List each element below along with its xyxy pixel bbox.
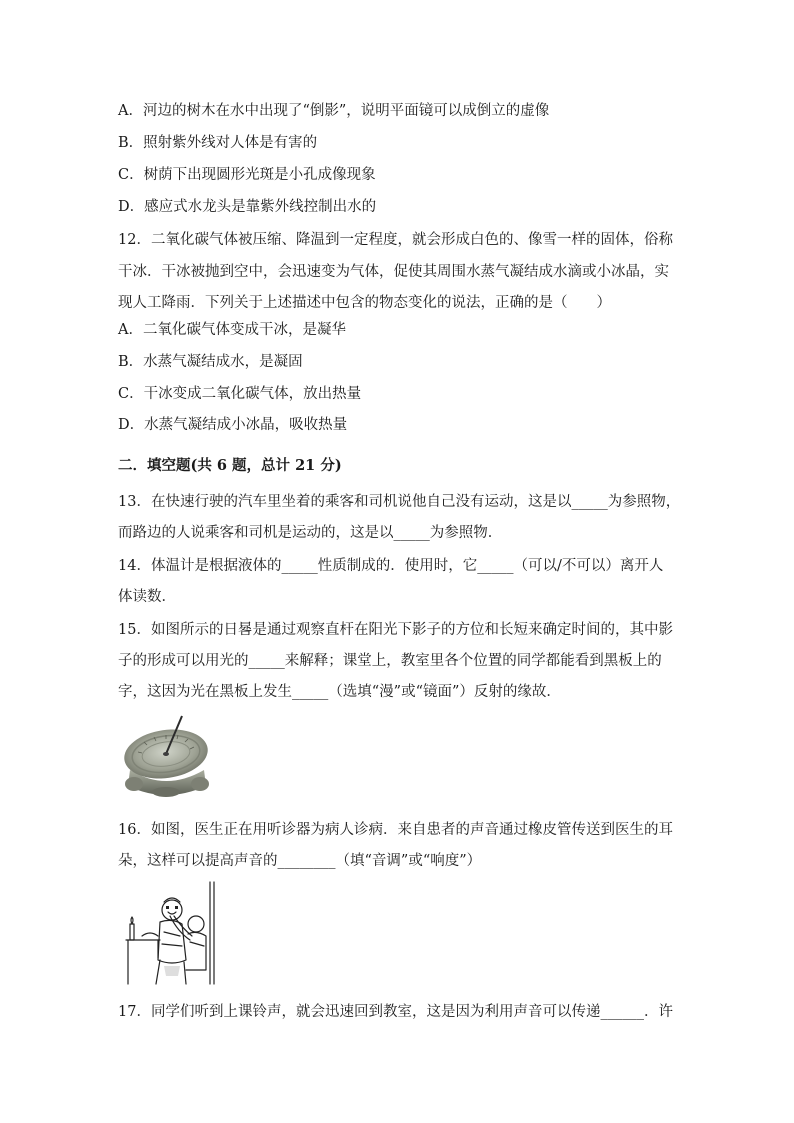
q12-option-c: C．干冰变成二氧化碳气体，放出热量 xyxy=(118,386,362,402)
q11-option-a: A．河边的树木在水中出现了“倒影”，说明平面镜可以成倒立的虚像 xyxy=(118,103,550,119)
q15-line-1: 15．如图所示的日晷是通过观察直杆在阳光下影子的方位和长短来确定时间的，其中影 xyxy=(118,622,673,638)
q17-line-1: 17．同学们听到上课铃声，就会迅速回到教室，这是因为利用声音可以传递______．许 xyxy=(118,1004,673,1020)
q11-option-b: B．照射紫外线对人体是有害的 xyxy=(118,135,318,151)
q12-stem-line-3: 现人工降雨．下列关于上述描述中包含的物态变化的说法，正确的是（ ） xyxy=(118,295,611,311)
q11-option-c: C．树荫下出现圆形光斑是小孔成像现象 xyxy=(118,167,376,183)
q15-line-3: 字，这因为光在黑板上发生_____（选填“漫”或“镜面”）反射的缘故． xyxy=(118,684,561,700)
q12-option-d: D．水蒸气凝结成小冰晶，吸收热量 xyxy=(118,417,348,433)
q13-line-2: 而路边的人说乘客和司机是运动的，这是以_____为参照物． xyxy=(118,525,503,541)
q13-line-1: 13．在快速行驶的汽车里坐着的乘客和司机说他自己没有运动，这是以_____为参照物， xyxy=(118,494,681,510)
section-2-title: 二．填空题(共 6 题，总计 21 分) xyxy=(118,457,342,474)
q11-option-d: D．感应式水龙头是靠紫外线控制出水的 xyxy=(118,199,377,215)
doctor-stethoscope-illustration xyxy=(120,880,218,986)
q12-stem-line-1: 12．二氧化碳气体被压缩、降温到一定程度，就会形成白色的、像雪一样的固体，俗称 xyxy=(118,232,673,248)
q16-line-1: 16．如图，医生正在用听诊器为病人诊病．来自患者的声音通过橡皮管传送到医生的耳 xyxy=(118,822,673,838)
q15-line-2: 子的形成可以用光的_____来解释；课堂上，教室里各个位置的同学都能看到黑板上的 xyxy=(118,653,662,669)
q14-line-1: 14．体温计是根据液体的_____性质制成的．使用时，它_____（可以/不可以）离开人 xyxy=(118,558,664,574)
q12-option-a: A．二氧化碳气体变成干冰，是凝华 xyxy=(118,322,346,338)
q12-stem-line-2: 干冰．干冰被抛到空中，会迅速变为气体，促使其周围水蒸气凝结成水滴或小冰晶，实 xyxy=(118,264,669,280)
q14-line-2: 体读数． xyxy=(118,589,176,605)
q12-option-b: B．水蒸气凝结成水，是凝固 xyxy=(118,354,303,370)
sundial-illustration xyxy=(120,712,212,800)
q16-line-2: 朵，这样可以提高声音的________（填“音调”或“响度”） xyxy=(118,853,482,869)
